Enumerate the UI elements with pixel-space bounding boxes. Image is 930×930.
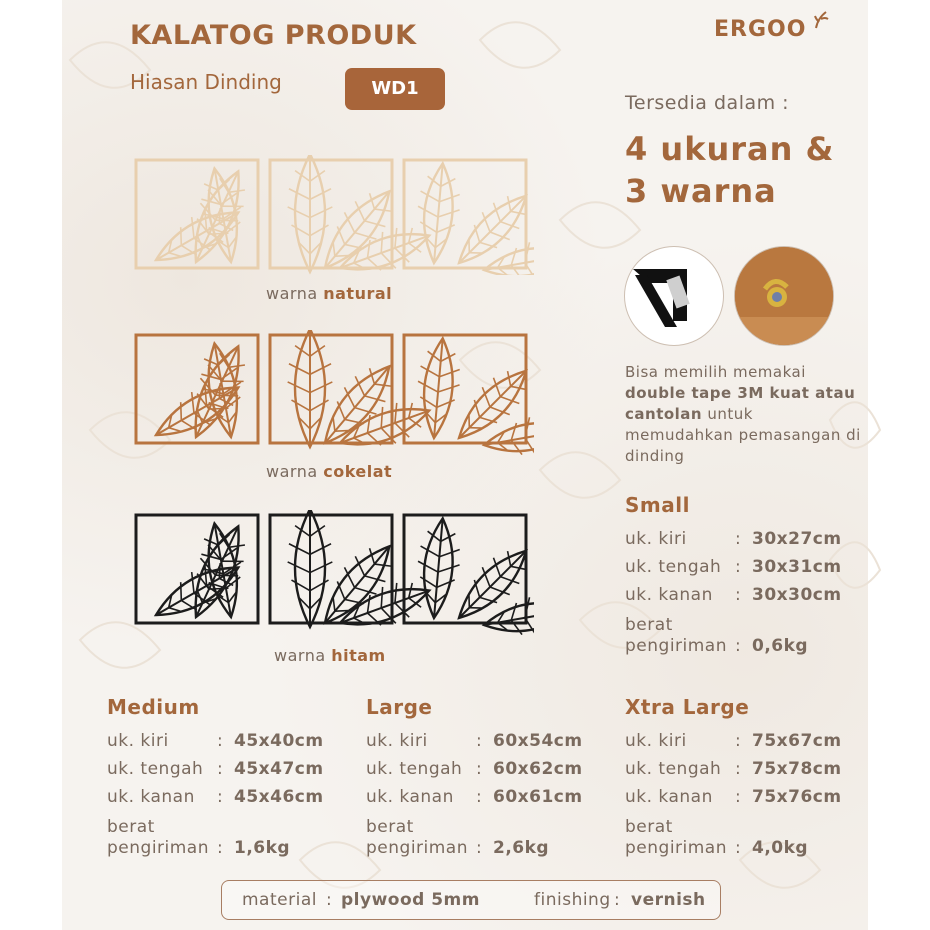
weight-label-1: berat — [366, 817, 414, 837]
color-caption-natural — [266, 284, 392, 303]
size-row-left — [107, 731, 324, 759]
colon: : — [476, 731, 483, 751]
color-prefix: warna — [274, 646, 326, 665]
material-label: material — [242, 890, 317, 910]
size-label: uk. kanan — [625, 585, 713, 605]
size-row-left — [625, 529, 842, 557]
shipping-weight — [625, 817, 809, 863]
double-tape-icon — [624, 246, 724, 346]
colon: : — [735, 529, 742, 549]
colon: : — [735, 787, 742, 807]
product-code-badge: WD1 — [345, 68, 445, 110]
size-value: 45x46cm — [234, 787, 324, 807]
weight-label-1: berat — [625, 615, 673, 635]
availability-sizes: 4 ukuran & — [625, 130, 835, 168]
size-label: uk. kanan — [107, 787, 195, 807]
mounting-text-bold: double tape 3M kuat atau cantolan — [625, 384, 856, 423]
material-value-text: plywood 5mm — [341, 890, 480, 910]
weight-label-2: pengiriman — [625, 838, 728, 858]
catalog-title: KALATOG PRODUK — [130, 20, 417, 51]
colon: : — [735, 585, 742, 605]
size-block-xtra-large — [625, 695, 842, 863]
colon: : — [735, 759, 742, 779]
size-value: 30x30cm — [752, 585, 842, 605]
weight-value: 0,6kg — [752, 636, 809, 656]
panel-right — [404, 160, 534, 275]
size-block-medium — [107, 695, 324, 863]
weight-label-1: berat — [625, 817, 673, 837]
colon: : — [614, 890, 621, 910]
color-prefix: warna — [266, 462, 318, 481]
size-title: Large — [366, 695, 433, 719]
hanger-hook-icon — [734, 246, 834, 346]
panel-set-cokelat — [134, 330, 534, 455]
size-row-middle — [625, 557, 842, 585]
size-row-left — [625, 731, 842, 759]
size-value: 75x67cm — [752, 731, 842, 751]
size-label: uk. tengah — [625, 759, 722, 779]
mounting-description — [625, 362, 865, 467]
panel-middle — [270, 510, 436, 635]
size-row-middle — [366, 759, 583, 787]
shipping-weight — [107, 817, 291, 863]
colon: : — [476, 759, 483, 779]
panel-left — [136, 160, 258, 275]
color-name: natural — [323, 284, 393, 303]
color-prefix: warna — [266, 284, 318, 303]
brand-logo-text: ERGOO — [714, 17, 807, 42]
material-value — [341, 890, 480, 910]
size-value: 45x40cm — [234, 731, 324, 751]
size-label: uk. tengah — [625, 557, 722, 577]
weight-value: 4,0kg — [752, 838, 809, 858]
size-value: 30x27cm — [752, 529, 842, 549]
size-label: uk. tengah — [366, 759, 463, 779]
weight-label-1: berat — [107, 817, 155, 837]
size-block-small — [625, 493, 842, 661]
size-value: 60x61cm — [493, 787, 583, 807]
size-title: Xtra Large — [625, 695, 750, 719]
size-label: uk. kiri — [625, 731, 687, 751]
size-row-right — [366, 787, 583, 815]
size-row-middle — [625, 759, 842, 787]
panel-middle — [270, 330, 436, 455]
mounting-text-2: untuk memudahkan pemasangan di dinding — [625, 405, 861, 465]
size-block-large — [366, 695, 583, 863]
panel-set-natural — [134, 155, 534, 275]
material-info-box — [221, 880, 721, 920]
panel-right — [404, 335, 534, 455]
colon: : — [476, 787, 483, 807]
size-value: 45x47cm — [234, 759, 324, 779]
availability-label: Tersedia dalam : — [625, 92, 790, 114]
weight-value: 2,6kg — [493, 838, 550, 858]
panel-set-hitam — [134, 510, 534, 635]
brand-logo-icon — [812, 8, 832, 30]
shipping-weight — [625, 615, 809, 661]
colon: : — [735, 636, 742, 656]
size-label: uk. kiri — [366, 731, 428, 751]
color-caption-hitam — [274, 646, 386, 665]
colon: : — [217, 731, 224, 751]
size-row-right — [625, 787, 842, 815]
colon: : — [217, 787, 224, 807]
shipping-weight — [366, 817, 550, 863]
colon: : — [735, 557, 742, 577]
finishing-value — [631, 890, 706, 910]
size-value: 60x54cm — [493, 731, 583, 751]
finishing-value-text: vernish — [631, 890, 706, 910]
availability-colors: 3 warna — [625, 172, 777, 210]
weight-label-2: pengiriman — [625, 636, 728, 656]
size-label: uk. kanan — [625, 787, 713, 807]
size-value: 75x78cm — [752, 759, 842, 779]
panel-right — [404, 515, 534, 635]
size-row-left — [366, 731, 583, 759]
size-label: uk. kiri — [107, 731, 169, 751]
size-title: Small — [625, 493, 690, 517]
panel-left — [136, 335, 258, 452]
color-caption-cokelat — [266, 462, 392, 481]
colon: : — [326, 890, 333, 910]
colon: : — [217, 759, 224, 779]
size-label: uk. kanan — [366, 787, 454, 807]
size-row-right — [625, 585, 842, 613]
colon: : — [735, 731, 742, 751]
panel-left — [136, 515, 258, 632]
mounting-text-1: Bisa memilih memakai — [625, 363, 806, 381]
colon: : — [217, 838, 224, 858]
color-name: cokelat — [323, 462, 393, 481]
size-value: 30x31cm — [752, 557, 842, 577]
size-value: 75x76cm — [752, 787, 842, 807]
size-title: Medium — [107, 695, 200, 719]
size-row-right — [107, 787, 324, 815]
product-category: Hiasan Dinding — [130, 70, 282, 94]
weight-label-2: pengiriman — [366, 838, 469, 858]
finishing-label: finishing — [534, 890, 611, 910]
weight-value: 1,6kg — [234, 838, 291, 858]
panel-middle — [270, 155, 436, 275]
weight-label-2: pengiriman — [107, 838, 210, 858]
size-row-middle — [107, 759, 324, 787]
size-label: uk. tengah — [107, 759, 204, 779]
colon: : — [476, 838, 483, 858]
size-value: 60x62cm — [493, 759, 583, 779]
color-name: hitam — [331, 646, 386, 665]
size-label: uk. kiri — [625, 529, 687, 549]
colon: : — [735, 838, 742, 858]
